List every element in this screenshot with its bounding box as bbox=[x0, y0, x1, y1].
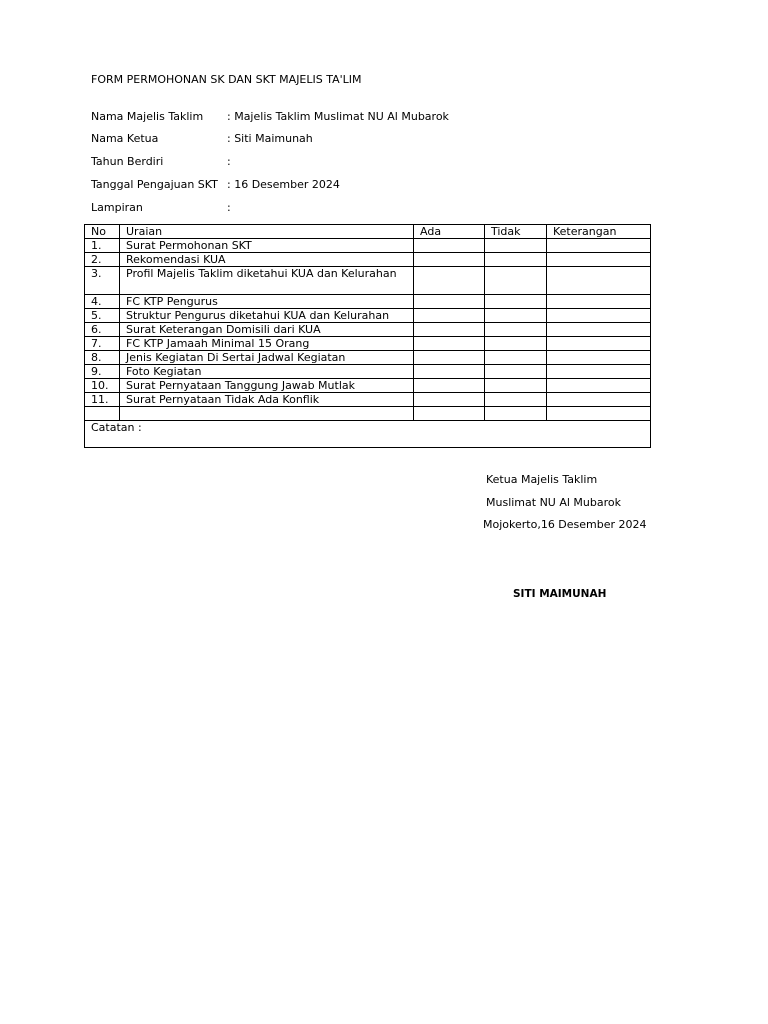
header-tidak: Tidak bbox=[485, 225, 547, 239]
row-no: 11. bbox=[85, 393, 120, 407]
row-no: 3. bbox=[85, 267, 120, 295]
row-uraian: Surat Permohonan SKT bbox=[120, 239, 414, 253]
header-uraian: Uraian bbox=[120, 225, 414, 239]
cell-ada[interactable] bbox=[414, 239, 485, 253]
row-uraian: Jenis Kegiatan Di Sertai Jadwal Kegiatan bbox=[120, 351, 414, 365]
cell-keterangan[interactable] bbox=[547, 351, 651, 365]
row-uraian: Surat Pernyataan Tanggung Jawab Mutlak bbox=[120, 379, 414, 393]
table-row bbox=[85, 253, 651, 267]
cell-ada[interactable] bbox=[414, 407, 485, 421]
field-value: : bbox=[227, 201, 231, 214]
cell-ada[interactable] bbox=[414, 379, 485, 393]
cell-keterangan[interactable] bbox=[547, 379, 651, 393]
row-uraian: FC KTP Pengurus bbox=[120, 295, 414, 309]
row-no: 2. bbox=[85, 253, 120, 267]
cell-tidak[interactable] bbox=[485, 379, 547, 393]
cell-ada[interactable] bbox=[414, 323, 485, 337]
row-no: 8. bbox=[85, 351, 120, 365]
field-label: Tanggal Pengajuan SKT bbox=[91, 178, 218, 191]
table-row bbox=[85, 295, 651, 309]
cell-tidak[interactable] bbox=[485, 351, 547, 365]
table-row bbox=[85, 309, 651, 323]
table-row bbox=[85, 379, 651, 393]
table-row bbox=[85, 337, 651, 351]
field-value: : Siti Maimunah bbox=[227, 132, 313, 145]
row-uraian: Rekomendasi KUA bbox=[120, 253, 414, 267]
table-row bbox=[85, 239, 651, 253]
row-no: 7. bbox=[85, 337, 120, 351]
header-keterangan: Keterangan bbox=[547, 225, 651, 239]
cell-tidak[interactable] bbox=[485, 309, 547, 323]
row-uraian: Surat Keterangan Domisili dari KUA bbox=[120, 323, 414, 337]
cell-keterangan[interactable] bbox=[547, 295, 651, 309]
signature-name: SITI MAIMUNAH bbox=[513, 588, 607, 600]
form-title: FORM PERMOHONAN SK DAN SKT MAJELIS TA'LIM bbox=[91, 73, 362, 86]
cell-ada[interactable] bbox=[414, 365, 485, 379]
field-label: Nama Majelis Taklim bbox=[91, 110, 204, 123]
header-no: No bbox=[85, 225, 120, 239]
table-row bbox=[85, 323, 651, 337]
field-value: : Majelis Taklim Muslimat NU Al Mubarok bbox=[227, 110, 449, 123]
row-no: 9. bbox=[85, 365, 120, 379]
row-no: 5. bbox=[85, 309, 120, 323]
table-header-row bbox=[85, 225, 651, 239]
cell-keterangan[interactable] bbox=[547, 337, 651, 351]
notes-row bbox=[85, 421, 651, 448]
cell-ada[interactable] bbox=[414, 267, 485, 295]
attachment-table bbox=[84, 224, 651, 448]
row-no: 6. bbox=[85, 323, 120, 337]
row-uraian: FC KTP Jamaah Minimal 15 Orang bbox=[120, 337, 414, 351]
field-label: Lampiran bbox=[91, 201, 143, 214]
cell-keterangan[interactable] bbox=[547, 365, 651, 379]
table-row bbox=[85, 393, 651, 407]
row-no[interactable] bbox=[85, 407, 120, 421]
signature-place-date: Mojokerto,16 Desember 2024 bbox=[483, 518, 647, 531]
field-value: : 16 Desember 2024 bbox=[227, 178, 340, 191]
cell-tidak[interactable] bbox=[485, 267, 547, 295]
notes-cell[interactable]: Catatan : bbox=[85, 421, 651, 448]
row-no: 1. bbox=[85, 239, 120, 253]
field-label: Tahun Berdiri bbox=[91, 155, 164, 168]
cell-tidak[interactable] bbox=[485, 393, 547, 407]
cell-tidak[interactable] bbox=[485, 407, 547, 421]
cell-ada[interactable] bbox=[414, 351, 485, 365]
cell-keterangan[interactable] bbox=[547, 407, 651, 421]
cell-tidak[interactable] bbox=[485, 365, 547, 379]
cell-keterangan[interactable] bbox=[547, 309, 651, 323]
cell-ada[interactable] bbox=[414, 295, 485, 309]
table-row bbox=[85, 267, 651, 295]
row-uraian: Surat Pernyataan Tidak Ada Konflik bbox=[120, 393, 414, 407]
cell-tidak[interactable] bbox=[485, 337, 547, 351]
cell-keterangan[interactable] bbox=[547, 253, 651, 267]
cell-keterangan[interactable] bbox=[547, 239, 651, 253]
row-uraian: Profil Majelis Taklim diketahui KUA dan Kelurahan bbox=[120, 267, 414, 295]
signature-organization: Muslimat NU Al Mubarok bbox=[486, 496, 621, 509]
row-uraian[interactable] bbox=[120, 407, 414, 421]
cell-ada[interactable] bbox=[414, 337, 485, 351]
table-row bbox=[85, 365, 651, 379]
table-row bbox=[85, 351, 651, 365]
cell-tidak[interactable] bbox=[485, 295, 547, 309]
cell-ada[interactable] bbox=[414, 253, 485, 267]
field-label: Nama Ketua bbox=[91, 132, 159, 145]
row-uraian: Foto Kegiatan bbox=[120, 365, 414, 379]
row-no: 10. bbox=[85, 379, 120, 393]
cell-tidak[interactable] bbox=[485, 323, 547, 337]
cell-keterangan[interactable] bbox=[547, 267, 651, 295]
cell-tidak[interactable] bbox=[485, 239, 547, 253]
cell-ada[interactable] bbox=[414, 309, 485, 323]
row-no: 4. bbox=[85, 295, 120, 309]
field-value: : bbox=[227, 155, 231, 168]
cell-keterangan[interactable] bbox=[547, 323, 651, 337]
cell-ada[interactable] bbox=[414, 393, 485, 407]
cell-keterangan[interactable] bbox=[547, 393, 651, 407]
header-ada: Ada bbox=[414, 225, 485, 239]
cell-tidak[interactable] bbox=[485, 253, 547, 267]
row-uraian: Struktur Pengurus diketahui KUA dan Kelurahan bbox=[120, 309, 414, 323]
table-row-empty bbox=[85, 407, 651, 421]
signature-title: Ketua Majelis Taklim bbox=[486, 473, 598, 486]
